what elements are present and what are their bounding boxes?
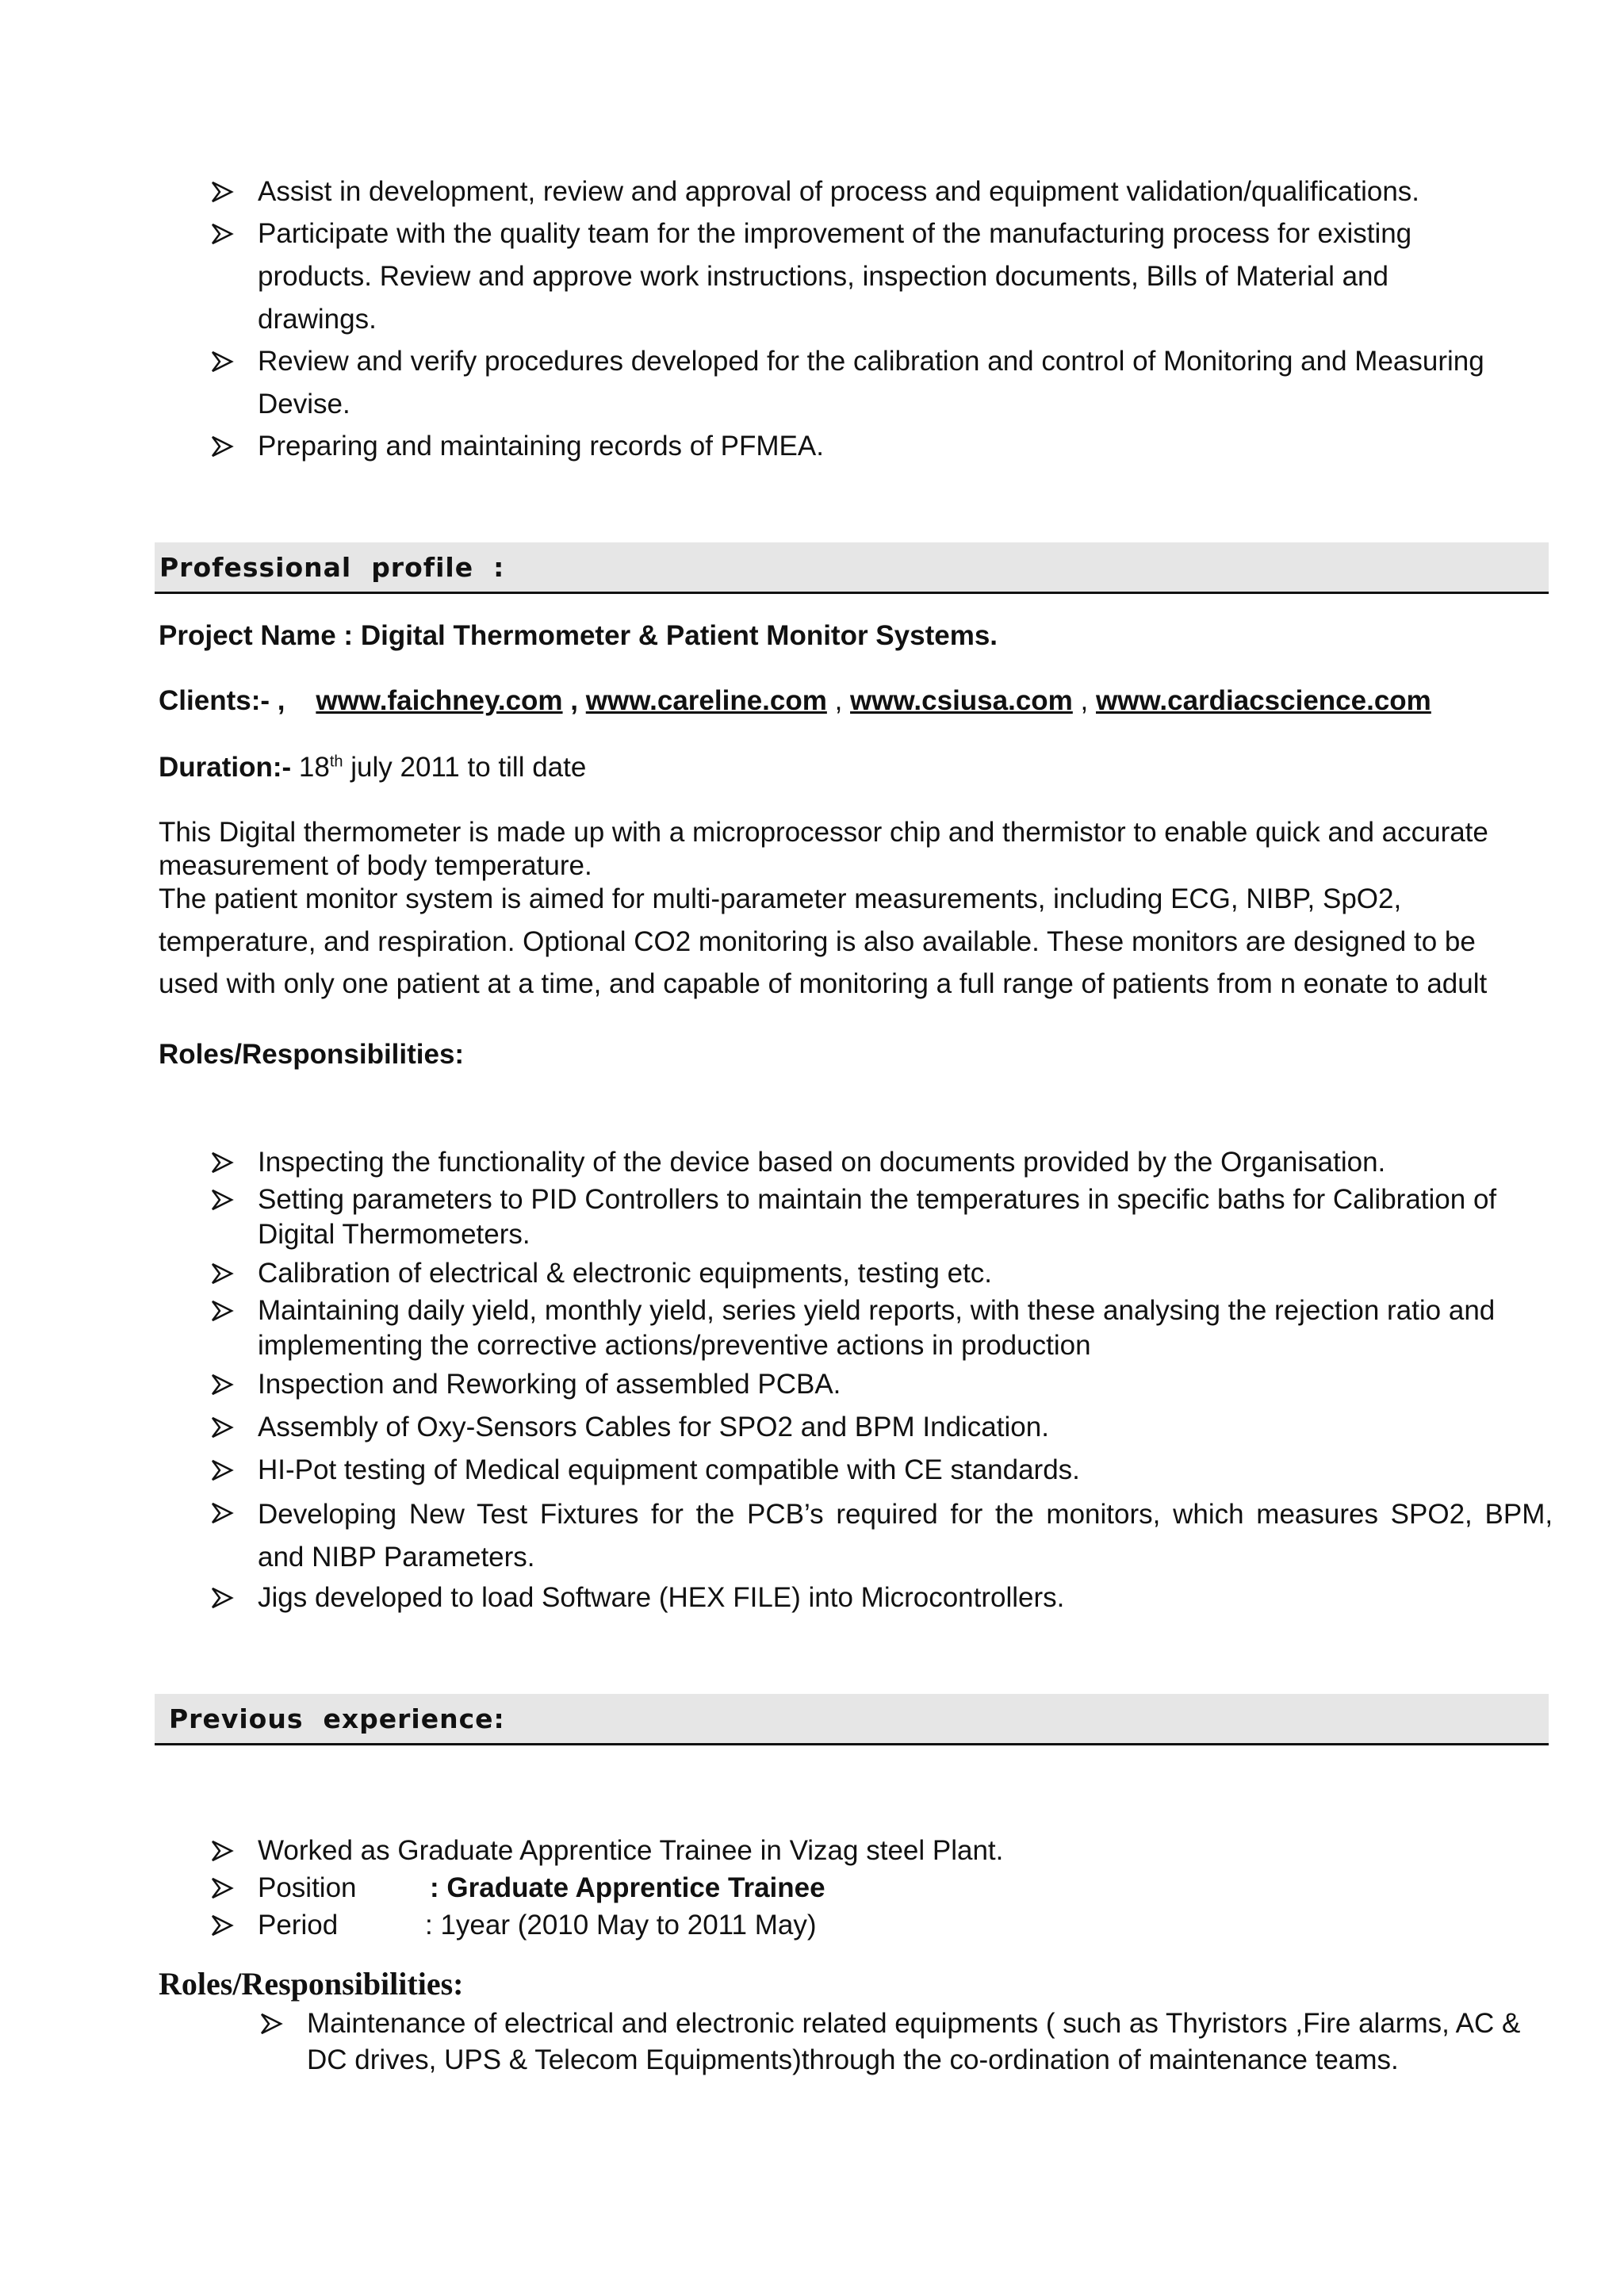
roles-heading: Roles/Responsibilities:: [159, 1039, 465, 1070]
arrow-bullet-icon: [210, 1501, 234, 1525]
section-title: Professional profile :: [159, 552, 505, 583]
duration-line: [159, 752, 586, 784]
section-title: Previous experience:: [169, 1703, 505, 1734]
experience-item-label: Position: [258, 1872, 357, 1903]
description-line: The patient monitor system is aimed for multi-parameter measurements, including ECG, NIBP, SpO2,: [159, 883, 1402, 914]
section-banner-professional-profile: [155, 542, 1549, 594]
duration-suffix: th: [329, 753, 343, 771]
list-item-text: Devise.: [258, 389, 350, 420]
clients-label: Clients:- ,: [159, 685, 285, 716]
project-line: [159, 620, 998, 652]
arrow-bullet-icon: [210, 1188, 234, 1212]
roles-heading-previous: Roles/Responsibilities:: [159, 1966, 464, 2002]
list-item-text: Assist in development, review and approval of process and equipment validation/qualifications.: [258, 176, 1420, 207]
list-item-text: Jigs developed to load Software (HEX FILE) into Microcontrollers.: [258, 1582, 1065, 1613]
list-item-text: Setting parameters to PID Controllers to maintain the temperatures in specific baths for Calibration of: [258, 1184, 1497, 1215]
client-link-csiusa[interactable]: www.csiusa.com: [850, 685, 1073, 716]
list-item-text: drawings.: [258, 304, 377, 335]
experience-item-value: : 1year (2010 May to 2011 May): [425, 1910, 817, 1941]
client-link-careline[interactable]: www.careline.com: [585, 685, 827, 716]
client-separator: ,: [1072, 685, 1096, 716]
list-item-text: Review and verify procedures developed for the calibration and control of Monitoring and Measuring: [258, 346, 1484, 377]
description-line: temperature, and respiration. Optional CO2 monitoring is also available. These monitors are designed to be: [159, 926, 1476, 957]
list-item-text: and NIBP Parameters.: [258, 1542, 535, 1573]
list-item-text: Developing New Test Fixtures for the PCB’s required for the monitors, which measures SPO2, BPM,: [258, 1499, 1553, 1530]
duration-label: Duration:-: [159, 752, 299, 783]
experience-item-value: : Graduate Apprentice Trainee: [430, 1872, 825, 1903]
list-item-text: Inspecting the functionality of the device based on documents provided by the Organisation.: [258, 1147, 1386, 1178]
arrow-bullet-icon: [210, 435, 234, 458]
arrow-bullet-icon: [210, 1458, 234, 1482]
project-label: Project Name :: [159, 620, 361, 651]
list-item-text: Digital Thermometers.: [258, 1219, 530, 1250]
clients-line: [159, 685, 1431, 717]
arrow-bullet-icon: [210, 1586, 234, 1610]
client-link-faichney[interactable]: www.faichney.com: [316, 685, 563, 716]
project-name: Digital Thermometer & Patient Monitor Systems.: [360, 620, 998, 651]
arrow-bullet-icon: [210, 350, 234, 374]
arrow-bullet-icon: [210, 1151, 234, 1174]
experience-item-text: Worked as Graduate Apprentice Trainee in Vizag steel Plant.: [258, 1835, 1004, 1866]
section-banner-previous-experience: [155, 1694, 1549, 1745]
client-separator: ,: [826, 685, 851, 716]
duration-day: 18: [298, 752, 330, 783]
list-item-text: Preparing and maintaining records of PFMEA.: [258, 431, 824, 462]
arrow-bullet-icon: [259, 2012, 283, 2036]
list-item-text: Assembly of Oxy-Sensors Cables for SPO2 and BPM Indication.: [258, 1412, 1049, 1443]
list-item-text: Maintenance of electrical and electronic related equipments ( such as Thyristors ,Fire alarms, AC &: [307, 2008, 1521, 2039]
list-item-text: Maintaining daily yield, monthly yield, series yield reports, with these analysing the rejection ratio and: [258, 1295, 1496, 1326]
arrow-bullet-icon: [210, 1416, 234, 1439]
list-item-text: HI-Pot testing of Medical equipment compatible with CE standards.: [258, 1454, 1080, 1485]
list-item-text: products. Review and approve work instructions, inspection documents, Bills of Material and: [258, 261, 1388, 292]
list-item-text: DC drives, UPS & Telecom Equipments)through the co-ordination of maintenance teams.: [307, 2044, 1399, 2075]
arrow-bullet-icon: [210, 1373, 234, 1397]
client-link-cardiacscience[interactable]: www.cardiacscience.com: [1096, 685, 1431, 716]
description-line: used with only one patient at a time, and capable of monitoring a full range of patients from n eonate to adult: [159, 968, 1488, 999]
description-line: This Digital thermometer is made up with a microprocessor chip and thermistor to enable quick and accurate: [159, 817, 1488, 848]
arrow-bullet-icon: [210, 1299, 234, 1323]
experience-item-label: Period: [258, 1910, 339, 1941]
arrow-bullet-icon: [210, 1839, 234, 1863]
client-separator: ,: [562, 685, 586, 716]
arrow-bullet-icon: [210, 222, 234, 246]
list-item-text: Calibration of electrical & electronic equipments, testing etc.: [258, 1258, 993, 1289]
arrow-bullet-icon: [210, 1876, 234, 1900]
list-item-text: implementing the corrective actions/preventive actions in production: [258, 1330, 1091, 1361]
arrow-bullet-icon: [210, 1262, 234, 1285]
list-item-text: Participate with the quality team for the improvement of the manufacturing process for existing: [258, 218, 1412, 249]
description-line: measurement of body temperature.: [159, 850, 592, 881]
list-item-text: Inspection and Reworking of assembled PCBA.: [258, 1369, 841, 1400]
arrow-bullet-icon: [210, 180, 234, 204]
duration-rest: july 2011 to till date: [343, 752, 587, 783]
arrow-bullet-icon: [210, 1914, 234, 1937]
